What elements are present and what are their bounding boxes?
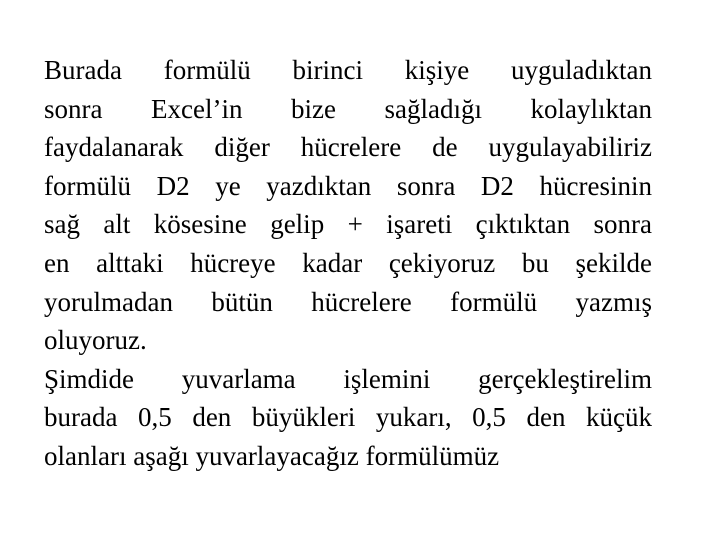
text-line: en alttaki hücreye kadar çekiyoruz bu şekilde: [44, 247, 652, 278]
text-line: faydalanarak diğer hücrelere de uygulayabiliriz: [44, 132, 652, 163]
body-text: [44, 51, 652, 476]
text-line: Burada formülü birinci kişiye uyguladıktan: [44, 55, 652, 85]
text-line: formülü D2 ye yazdıktan sonra D2 hücresinin: [44, 170, 652, 201]
text-line: yorulmadan bütün hücrelere formülü yazmış: [44, 286, 652, 317]
text-line: oluyoruz.: [44, 325, 147, 356]
text-line: sağ alt kösesine gelip + işareti çıktıktan sonra: [44, 209, 652, 240]
text-line: burada 0,5 den büyükleri yukarı, 0,5 den küçük: [44, 402, 652, 433]
paragraph-rounding: [44, 360, 652, 476]
paragraph-autofill: [44, 51, 652, 360]
text-line: Şimdide yuvarlama işlemini gerçekleştirelim: [44, 363, 652, 394]
text-line: sonra Excel’in bize sağladığı kolaylıktan: [44, 93, 652, 124]
text-line: olanları aşağı yuvarlayacağız formülümüz: [44, 440, 500, 471]
